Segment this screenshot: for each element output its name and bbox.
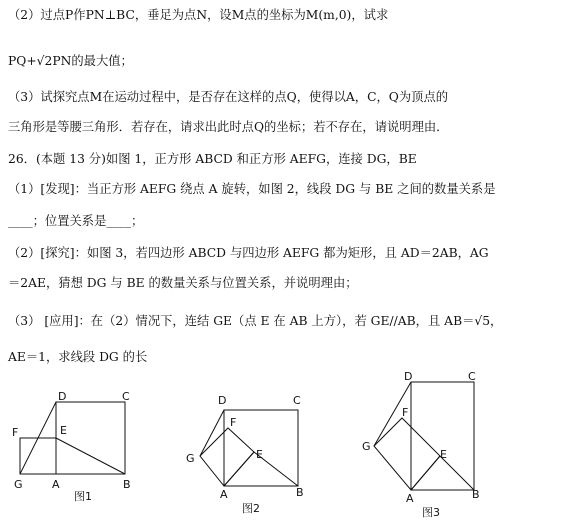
text-line-7: ____；位置关系是____； xyxy=(8,214,144,228)
fig1-label-f: F xyxy=(12,426,19,439)
fig2-label-g: G xyxy=(186,452,195,465)
text-line-6: （1）[发现]：当正方形 AEFG 绕点 A 旋转，如图 2，线段 DG 与 BE 之间的数量关系是 xyxy=(8,182,496,196)
fig1-label-g: G xyxy=(14,478,23,491)
fig3-caption: 图3 xyxy=(422,506,440,519)
fig3-label-a: A xyxy=(406,492,414,505)
text-line-8: （2）[探究]：如图 3，若四边形 ABCD 与四边形 AEFG 都为矩形，且 AD＝2AB，AG xyxy=(8,246,489,260)
text-line-10: （3） [应用]：在（2）情况下，连结 GE（点 E 在 AB 上方），若 GE//AB，且 AB＝√5， xyxy=(8,314,503,328)
fig3-label-b: B xyxy=(472,488,480,501)
fig3-label-d: D xyxy=(404,372,413,383)
text-line-3: （3）试探究点M在运动过程中，是否存在这样的点Q，使得以A，C，Q为顶点的 xyxy=(8,90,449,104)
fig3-label-e: E xyxy=(440,448,447,461)
text-line-9: ＝2AE，猜想 DG 与 BE 的数量关系与位置关系，并说明理由； xyxy=(8,276,358,290)
fig3-label-f: F xyxy=(402,406,409,419)
fig1-label-b: B xyxy=(123,478,131,491)
text-line-1: （2）过点P作PN⊥BC，垂足为点N，设M点的坐标为M(m,0)，试求 xyxy=(8,8,389,22)
text-line-11: AE＝1，求线段 DG 的长 xyxy=(8,350,148,364)
fig1-label-d: D xyxy=(58,390,67,403)
fig3-label-c: C xyxy=(468,372,476,383)
fig2-label-a: A xyxy=(220,488,228,501)
text-line-2: PQ+√2PN的最大值； xyxy=(8,54,133,68)
fig1-caption: 图1 xyxy=(74,490,92,503)
text-line-4: 三角形是等腰三角形．若存在，请求出此时点Q的坐标；若不存在，请说明理由． xyxy=(8,120,449,134)
fig2-label-e: E xyxy=(256,448,263,461)
fig1-label-e: E xyxy=(60,424,67,437)
fig1-label-a: A xyxy=(52,478,60,491)
fig2-label-d: D xyxy=(218,394,227,407)
figure-1 xyxy=(10,388,140,506)
fig2-label-f: F xyxy=(230,416,237,429)
text-line-5: 26．(本题 13 分)如图 1，正方形 ABCD 和正方形 AEFG，连接 DG，BE xyxy=(8,152,417,166)
fig2-label-b: B xyxy=(296,486,304,499)
fig2-label-c: C xyxy=(293,394,301,407)
fig2-caption: 图2 xyxy=(242,502,260,515)
figure-3 xyxy=(356,372,496,522)
figure-2 xyxy=(180,388,320,516)
fig1-label-c: C xyxy=(122,390,130,403)
fig3-label-g: G xyxy=(362,440,371,453)
